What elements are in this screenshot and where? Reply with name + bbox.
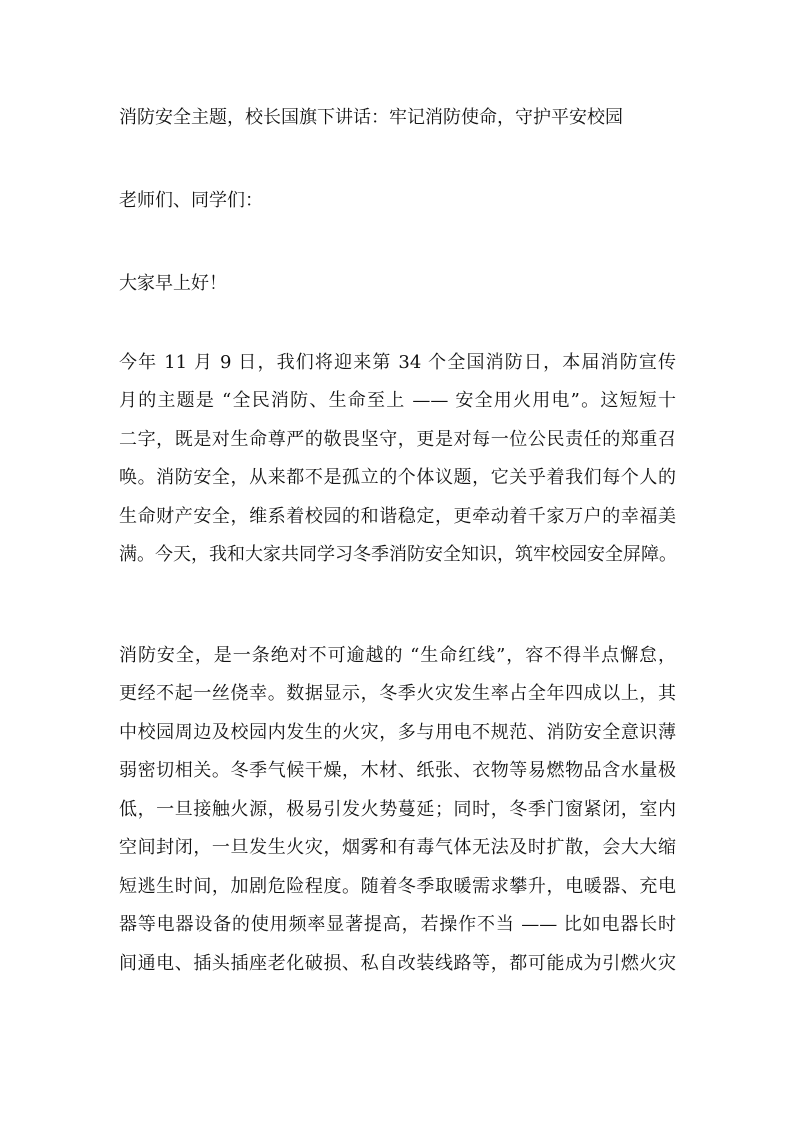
paragraph-line: 今年 11 月 9 日，我们将迎来第 34 个全国消防日，本届消防宣传	[119, 352, 676, 373]
paragraph-line: 器等电器设备的使用频率显著提高，若操作不当 —— 比如电器长时	[119, 914, 676, 935]
paragraph-line: 间通电、插头插座老化破损、私自改装线路等，都可能成为引燃火灾	[119, 953, 676, 974]
greeting: 大家早上好！	[119, 273, 227, 294]
paragraph-line: 弱密切相关。冬季气候干燥，木材、纸张、衣物等易燃物品含水量极	[119, 760, 676, 781]
paragraph-line: 低，一旦接触火源，极易引发火势蔓延；同时，冬季门窗紧闭，室内	[119, 799, 676, 820]
paragraph-line: 生命财产安全，维系着校园的和谐稳定，更牵动着千家万户的幸福美	[119, 506, 676, 527]
salutation: 老师们、同学们：	[119, 190, 263, 211]
paragraph-line: 空间封闭，一旦发生火灾，烟雾和有毒气体无法及时扩散，会大大缩	[119, 837, 676, 858]
paragraph-line: 唤。消防安全，从来都不是孤立的个体议题，它关乎着我们每个人的	[119, 467, 676, 488]
paragraph-line: 短逃生时间，加剧危险程度。随着冬季取暖需求攀升，电暖器、充电	[119, 876, 676, 897]
paragraph-line: 消防安全，是一条绝对不可逾越的 “生命红线”，容不得半点懈怠，	[119, 645, 676, 666]
paragraph-line: 二字，既是对生命尊严的敬畏坚守，更是对每一位公民责任的郑重召	[119, 429, 676, 450]
paragraph-line: 更经不起一丝侥幸。数据显示，冬季火灾发生率占全年四成以上，其	[119, 683, 676, 704]
paragraph-line: 中校园周边及校园内发生的火灾，多与用电不规范、消防安全意识薄	[119, 722, 676, 743]
paragraph-line: 满。今天，我和大家共同学习冬季消防安全知识，筑牢校园安全屏障。	[119, 544, 677, 565]
paragraph-line: 月的主题是 “全民消防、生命至上 —— 安全用火用电”。这短短十	[119, 390, 676, 411]
document-title: 消防安全主题，校长国旗下讲话：牢记消防使命，守护平安校园	[119, 107, 623, 128]
